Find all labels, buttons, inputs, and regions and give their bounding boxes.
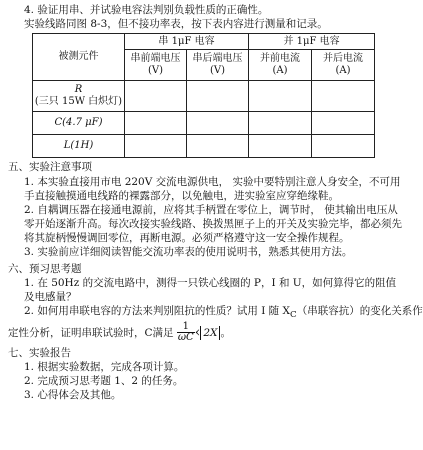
table-row-c: [33, 112, 375, 135]
sec7-item-2: 2. 完成预习思考题 1、2 的任务。: [24, 375, 184, 388]
section-5-title: 五、实验注意事项: [8, 161, 92, 174]
header-parallel-back: 并后电流 (A): [312, 50, 375, 81]
header-series-group: 串 1μF 电容: [125, 34, 249, 50]
sec5-para-3: 3. 实验前应详细阅读智能交流功率表的使用说明书，熟悉其使用方法。: [24, 246, 353, 259]
sec5-para-2: 2. 自耦调压器在接通电源前，应将其手柄置在零位上，调节时， 使其输出电压从零开始逐渐升高。每次改接实验线路、换拨黑匣子上的开关及实验完毕，都必须先将其旋柄慢慢调回零位，再断电源。必须严格遵守这一安全操作规程。: [24, 203, 402, 245]
table-row-l: [33, 135, 375, 158]
table-cell: [125, 112, 187, 135]
row-label-l: L(1H): [33, 135, 125, 158]
table-cell: [125, 135, 187, 158]
header-parallel-front: 并前电流 (A): [249, 50, 312, 81]
table-row-r: [33, 81, 375, 112]
table-cell: [312, 135, 375, 158]
table-cell: [249, 112, 312, 135]
sec5-para-1: 1. 本实验直接用市电 220V 交流电源供电， 实验中要特别注意人身安全，不可用手直接触摸通电线路的裸露部分，以免触电，进实验室应穿绝缘鞋。: [24, 175, 401, 202]
header-parallel-group: 并 1μF 电容: [249, 34, 375, 50]
sec6-question-2-line2: 定性分析，证明串联试验时，C满足 $\frac{1}{\omega C}$ ‹ 2X 。: [8, 320, 231, 344]
measurement-table: [32, 33, 375, 158]
table-cell: [187, 135, 249, 158]
section-7-title: 七、实验报告: [8, 346, 71, 359]
header-series-back: 串后端电压 (V): [187, 50, 249, 81]
section-6-title: 六、预习思考题: [8, 262, 82, 275]
table-cell: [187, 112, 249, 135]
sec6-question-2: 2. 如何用串联电容的方法来判别阻抗的性质？试用 I 随 $X_C$（串联容抗）的变化关系作: [24, 305, 423, 321]
table-cell: [312, 81, 375, 112]
table-cell: [312, 112, 375, 135]
header-series-front: 串前端电压 (V): [125, 50, 187, 81]
sec7-item-3: 3. 心得体会及其他。: [24, 389, 122, 402]
item-4-note: 实验线路同图 8-3，但不接功率表，按下表内容进行测量和记录。: [24, 18, 328, 31]
row-label-c: C(4.7 μF): [33, 112, 125, 135]
table-cell: [249, 135, 312, 158]
sec6-question-1: 1. 在 50Hz 的交流电路中，测得一只铁心线圈的 P，I 和 U，如何算得它的阻值及电感量？: [24, 276, 397, 303]
table-cell: [249, 81, 312, 112]
formula-fraction: $\frac{1}{\omega C}$: [177, 320, 194, 344]
table-cell: [125, 81, 187, 112]
formula-abs-x: 2X: [200, 326, 220, 340]
sec7-item-1: 1. 根据实验数据，完成各项计算。: [24, 361, 185, 374]
header-element: 被测元件: [33, 34, 125, 81]
row-label-r: R (三只 15W 白炽灯): [33, 81, 125, 112]
table-cell: [187, 81, 249, 112]
item-4: 4. 验证用串、并试验电容法判别负载性质的正确性。: [24, 4, 269, 16]
